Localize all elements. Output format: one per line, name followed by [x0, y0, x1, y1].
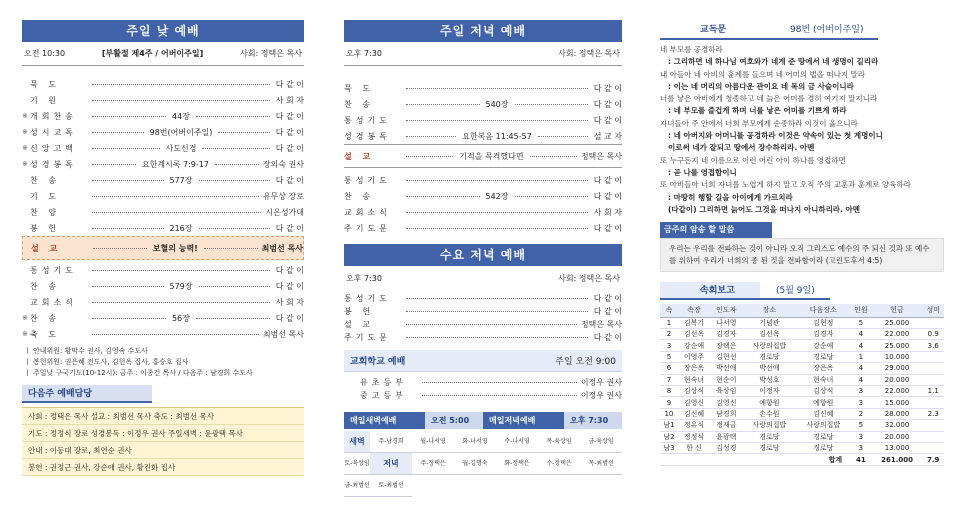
table-header: 성미: [922, 304, 944, 317]
service-row: 기 원 사 회 자: [30, 95, 304, 105]
daily-service-cell: 토-최범선: [370, 475, 412, 497]
responsive-reading: [660, 44, 944, 216]
service-row: 교회소식 사 회 자: [344, 207, 622, 217]
sunday-morning-column: [22, 20, 304, 476]
table-header: 인도자: [710, 304, 742, 317]
reading-line: : 네 아버지와 어머니를 공경하라 이것은 약속이 있는 첫 계명이니: [668, 131, 883, 141]
daily-service-cell: 주-남경희: [370, 431, 412, 453]
table-row: 10 김신혜 남경희 손수원 김신혜 2 28.000 2.3: [660, 408, 944, 419]
wednesday-order: [344, 292, 622, 344]
daily-service-cell: 화-나서영: [454, 431, 496, 453]
service-row: ※ 신앙고백 사도신경 다 같 이: [22, 143, 305, 153]
service-row: 통성기도 다 같 이: [344, 115, 622, 125]
reading-line: : 네 부모를 즐겁게 하며 너를 낳은 어미를 기쁘게 하라: [668, 106, 847, 116]
daily-service-cell: 주-정택은: [412, 453, 454, 475]
daily-service-cell: 금-최범선: [344, 475, 370, 497]
service-row: 봉 헌 다 같 이: [344, 307, 622, 316]
table-row: 6 장은옥 박선애 박선애 장은옥 4 29.000: [660, 363, 944, 374]
evening-order-2: [344, 172, 622, 236]
service-row: 통성기도 다 같 이: [344, 175, 622, 185]
service-row: 찬 송 577장 다 같 이: [30, 175, 304, 185]
service-row: 찬 양 시온성가대: [30, 207, 304, 217]
service-time: 오전 10:30: [24, 49, 66, 58]
daily-service-cell: 화-정택은: [496, 453, 538, 475]
memory-verse-title: 금주의 암송 할 말씀: [660, 222, 772, 238]
sunday-morning-info: [22, 42, 304, 66]
service-leader: 사회: 정택은 목사: [240, 49, 302, 58]
reading-line: 너를 낳은 아비에게 청종하고 네 늙은 어미를 경히 여기지 말지니라: [660, 94, 878, 104]
table-row: 7 현숙녀 현순이 박성호 현숙녀 4 20.000: [660, 374, 944, 385]
table-row: 1 김복기 나서영 기념관 김현정 5 25.000: [660, 317, 944, 328]
sunday-evening-info: 오후 7:30 사회: 정택은 목사: [344, 42, 622, 66]
wednesday-title: 수요 저녁 예배: [344, 244, 622, 266]
service-row: 주기도문 다 같 이: [344, 333, 622, 342]
daily-service-cell: 월-김명숙: [454, 453, 496, 475]
table-row: 9 김영신 김영신 예향원 예향원 3 15.000: [660, 397, 944, 408]
reading-line: 이로써 네가 잘되고 땅에서 장수하리라. 아멘: [668, 143, 815, 153]
reading-header: 교독문 98번 (어버이주일): [660, 20, 944, 40]
service-row: 기 도 유무상 장로: [30, 191, 304, 201]
reading-column: [660, 20, 944, 466]
service-row: ※ 찬 송 56장 다 같 이: [22, 313, 305, 323]
reading-line: : 곧 나를 영접함이니: [668, 167, 737, 177]
service-row: 유초등부 이정우 권사: [360, 378, 622, 387]
service-row: ※ 성시교독 98번(어버이주일) 다 같 이: [22, 127, 305, 137]
sunday-morning-title: 주일 낮 예배: [22, 20, 304, 42]
service-row: 찬 송 542장 다 같 이: [344, 191, 622, 201]
table-row: 5 이영주 김현선 경로당 경로당 1 10.000: [660, 351, 944, 362]
wednesday-info: 오후 7:30 사회: 정택은 목사: [346, 273, 620, 283]
reading-line: 내 아들아 네 아비의 훈계를 들으며 네 어미의 법을 떠나지 말라: [660, 69, 865, 79]
table-row: 남1 정유식 정재금 사랑의집밥 사랑의집밥 5 32.000: [660, 420, 944, 431]
service-notes: ㅣ 안내위원: 황막수 권사, 김영숙 수도사 ㅣ 봉헌위원: 권은혜 전도사, 김헌옥 집사, 홍승호 집사 ㅣ 주일낮 구국기도(10-12시): 금주 : 이종건 목사 / 다음주 : 남경희 수도사: [24, 347, 253, 377]
sunday-evening-column: [344, 20, 622, 497]
service-row: 묵 도 다 같 이: [30, 79, 304, 89]
order-of-service-2: [22, 262, 304, 342]
church-school-order: [344, 376, 622, 402]
service-row: 봉 헌 216장 다 같 이: [30, 223, 304, 233]
table-row: 2 김선옥 김경자 김선옥 김경자 4 22.000 0.9: [660, 329, 944, 340]
daily-service-cell: 저녁: [370, 453, 412, 475]
table-row: 3 강순애 장택은 사랑의집밥 강순애 4 25.000 3.6: [660, 340, 944, 351]
church-school-header: 교회학교 예배 주일 오전 9:00: [344, 350, 622, 372]
evening-order: [344, 80, 622, 144]
daily-service-cell: 토-육상임: [344, 453, 370, 475]
reading-line: : 마땅히 행할 길을 아이에게 가르치라: [668, 192, 793, 202]
order-of-service: [22, 76, 304, 236]
total-row: 합계 41 261.000 7.9: [660, 454, 944, 465]
daily-service-cell: 새벽: [344, 431, 370, 453]
report-header: 속회보고 (5월 9일): [660, 282, 944, 300]
reading-line: (다같이) 그리하면 늙어도 그것을 떠나지 아니하리라. 아멘: [668, 204, 861, 214]
service-row: 중고등부 이정우 권사: [360, 391, 622, 400]
service-row: ※ 성경봉독 요한계시록 7:9-17 장의숙 권사: [22, 159, 304, 169]
table-header: 헌금: [872, 304, 923, 317]
service-row: ※ 축 도 최범선 목사: [22, 329, 304, 339]
daily-service-cell: 목-육상임: [538, 431, 580, 453]
table-header: 다음장소: [796, 304, 850, 317]
table-row: 남3 한 신 김성경 경로당 경로당 3 13.000: [660, 442, 944, 453]
sermon-row: 설 교 보혈의 능력! 최범선 목사: [22, 236, 304, 260]
daily-services-table: [344, 431, 622, 497]
memory-verse: 우리는 우리를 전파하는 것이 아니라 오직 그리스도 예수의 주 되신 것과 또 예수를 위하여 우리가 너희의 종 된 것을 전파함이라 (고린도후서 4:5): [660, 238, 944, 272]
reading-line: : 그리하면 네 하나님 여호와가 네게 준 땅에서 네 생명이 길리라: [668, 57, 879, 67]
reading-line: 또 아비들아 너희 자녀를 노엽게 하지 말고 오직 주의 교훈과 훈계로 양육하라: [660, 180, 911, 190]
reading-line: 네 부모를 공경하라: [660, 45, 723, 54]
duty-list: 사회 : 정택은 목사 설교 : 최범선 목사 축도 : 최범선 목사 기도 : 정정식 장로 성경봉독 : 이정우 권사 주일새벽 : 윤광택 목사 안내 : 이동대 장로, 최연순 권사 봉헌 : 권정근 권사, 강순애 권사, 황진화 집사: [22, 407, 304, 476]
daily-service-cell: 목-최범선: [580, 453, 622, 475]
service-row: 통성기도 다 같 이: [344, 294, 622, 303]
table-row: 8 김상식 육상임 이정자 김상식 3 22.000 1.1: [660, 386, 944, 397]
service-row: 찬 송 540장 다 같 이: [344, 99, 622, 109]
reading-line: 자녀들아 주 안에서 너희 부모에게 순종하라 이것이 옳으니라: [660, 118, 858, 128]
daily-services-header: 매일새벽예배 오전 5:00 매일저녁예배 오후 7:30: [344, 412, 622, 429]
service-row: ※ 개회찬송 44장 다 같 이: [22, 111, 305, 121]
service-row: 성경봉독 요한복음 11:45-57 설 교 자: [344, 131, 623, 141]
duty-title: 다음주 예배담당: [22, 385, 152, 403]
sunday-evening-title: 주일 저녁 예배: [344, 20, 622, 42]
cell-report-table: [660, 304, 944, 466]
daily-service-cell: 수-나서영: [496, 431, 538, 453]
service-row: 묵 도 다 같 이: [344, 83, 622, 93]
service-row: 찬 송 579장 다 같 이: [30, 281, 304, 291]
reading-line: 또 누구든지 네 이름으로 이런 어린 아이 하나를 영접하면: [660, 155, 846, 165]
service-row: 주기도문 다 같 이: [344, 223, 622, 233]
reading-line: : 이는 네 머리의 아름다운 관이요 네 목의 금 사슬이니라: [668, 81, 854, 91]
service-row: 교회소식 사 회 자: [30, 297, 304, 307]
daily-service-cell: 월-나서영: [412, 431, 454, 453]
table-header: 장소: [742, 304, 796, 317]
service-week: [부활절 제4주 / 어버이주일]: [101, 49, 204, 58]
daily-service-cell: 금-육상임: [580, 431, 622, 453]
service-row: 설 교 정택은 목사: [344, 320, 622, 329]
evening-sermon-row: 설 교 기적을 목격했다면 정택은 목사: [344, 144, 622, 168]
table-header: 속: [660, 304, 678, 317]
service-row: 통성기도 다 같 이: [30, 265, 304, 275]
table-header: 속장: [678, 304, 710, 317]
table-header: 인원: [850, 304, 872, 317]
daily-service-cell: 수-정택은: [538, 453, 580, 475]
table-row: 남2 정정식 윤광택 경로당 경로당 3 20.000: [660, 431, 944, 442]
